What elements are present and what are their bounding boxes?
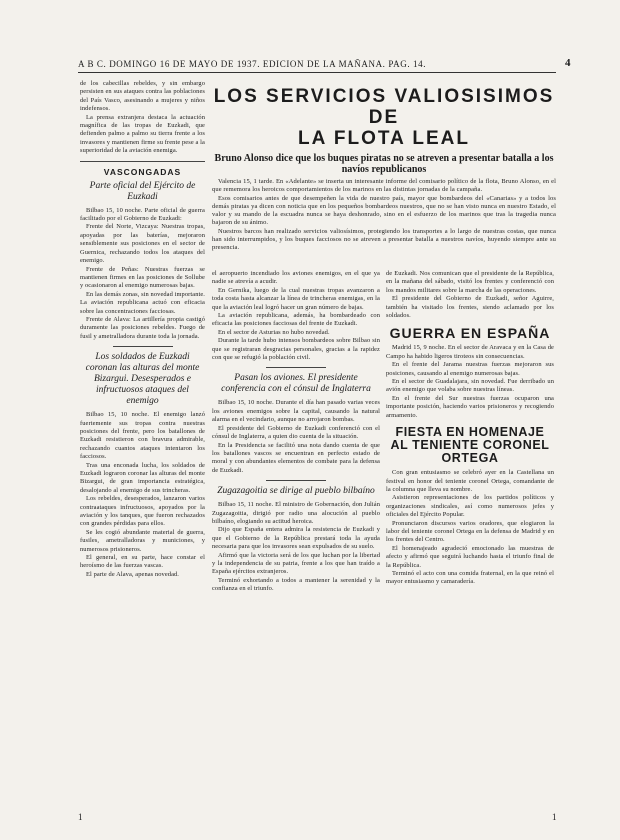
article-para: Terminó exhortando a todos a mantener la serenidad y la confianza en el triunfo.	[212, 576, 380, 593]
article-para: En las demás zonas, sin novedad importante. La aviación republicana actuó con eficacia sobre las concentraciones facciosas.	[80, 290, 205, 315]
article-title-parte-oficial: Parte oficial del Ejército de Euzkadi	[89, 180, 196, 202]
article-para: Frente del Norte, Vizcaya: Nuestras tropas, apoyadas por las baterías, mejoraron sensiblemente sus posiciones en el sector de Guernica, rechazando todos los ataques del enemigo.	[80, 223, 205, 265]
article-para: Bilbao 15, 10 noche. El enemigo lanzó fuertemente sus tropas contra nuestras posiciones del frente, pero los batallones de Euzkadi resistieron con bravura admirable, rechazando cuantos ataques intentaron los facciosos.	[80, 411, 205, 461]
main-headline-line-2: LA FLOTA LEAL	[298, 128, 470, 149]
article-title-aviones: Pasan los aviones. El presidente conferencia con el cónsul de Inglaterra	[221, 373, 371, 395]
article-para: Pronunciaron discursos varios oradores, que elogiaron la labor del teniente coronel Ortega en la defensa de Madrid y en los frentes del Centro.	[386, 519, 554, 544]
bottom-mark-left: 1	[78, 812, 83, 822]
article-rule	[266, 480, 326, 481]
article-para: El presidente del Gobierno de Euzkadi conferenció con el cónsul de Inglaterra, a quien dio cuenta de la situación.	[212, 424, 380, 441]
section-head-vascongadas: VASCONGADAS	[103, 166, 182, 177]
article-title-bizargui: Los soldados de Euzkadi coronan las alturas del monte Bizargui. Desesperados e infructuosos ataques del enemigo	[85, 352, 200, 407]
lead-para: Valencia 15, 1 tarde. En «Adelante» se inserta un interesante informe del comisario político de la flota, Bruno Alonso, en el que rememora los heroicos comportamientos de los marinos en las distintas jornadas de la campaña.	[212, 178, 556, 194]
article-title-zugazagoitia: Zugazagoitia se dirige al pueblo bilbaíno	[217, 486, 375, 497]
lead-article	[212, 80, 556, 253]
article-para: Tras una enconada lucha, los soldados de Euzkadi lograron coronar las alturas del monte Bizargui, de gran importancia estratégica, desalojando al enemigo de sus trincheras.	[80, 461, 205, 494]
article-para: Bilbao 15, 10 noche. Parte oficial de guerra facilitado por el Gobierno de Euzkadi:	[80, 206, 205, 223]
middle-intro: el aeropuerto incendiado los aviones enemigos, en el que ya nadie se atrevía a acudir.	[212, 270, 380, 286]
section-head-fiesta: FIESTA EN HOMENAJE AL TENIENTE CORONEL ORTEGA	[390, 425, 550, 466]
article-rule	[113, 346, 173, 347]
article-para: Frente de Peñas: Nuestras fuerzas se mantienen firmes en las posiciones de Sollube y ocasionaron al enemigo numerosas bajas.	[80, 265, 205, 290]
article-para: Afirmó que la victoria será de los que luchan por la libertad y la independencia de su patria, frente a los que han traído a España ejércitos extranjeros.	[212, 551, 380, 576]
right-column	[386, 270, 554, 587]
section-rule	[80, 161, 205, 162]
left-intro-2: La prensa extranjera destaca la actuación magnífica de las tropas de Euzkadi, que defienden palmo a palmo su tierra frente a los invasores y mantienen firme su frente pese a la superioridad de la aviación enemiga.	[80, 113, 205, 155]
bottom-mark-right: 1	[552, 812, 557, 822]
section-head-guerra: GUERRA EN ESPAÑA	[389, 325, 551, 342]
running-head: A B C. DOMINGO 16 DE MAYO DE 1937. EDICION DE LA MAÑANA. PAG. 14.	[78, 59, 427, 69]
lead-para: Nuestros barcos han realizado servicios valiosísimos, protegiendo los transportes a lo largo de nuestras costas, que nunca han sido interrumpidos, y los buques facciosos no se atreven a presentar batalla a nuestros navíos, huyendo siempre ante su presencia.	[212, 227, 556, 252]
article-para: En el frente del Sur nuestras fuerzas ocuparon una importante posición, haciendo varios prisioneros y recogiendo armamento.	[386, 394, 554, 419]
folio-number: 4	[565, 57, 571, 69]
article-para: Bilbao 15, 10 noche. Durante el día han pasado varias veces los aviones enemigos sobre la capital, causando la natural alarma en el vecindario, aunque no arrojaron bombas.	[212, 399, 380, 424]
article-para: Los rebeldes, desesperados, lanzaron varios contraataques infructuosos, apoyados por la aviación y los tanques, que fueron rechazados con grandes pérdidas para ellos.	[80, 495, 205, 528]
left-column	[80, 80, 205, 579]
article-para: El parte de Alava, apenas novedad.	[86, 570, 180, 578]
article-para: En el frente del Jarama nuestras fuerzas mejoraron sus posiciones, causando al enemigo numerosas bajas.	[386, 361, 554, 377]
left-intro-1: de los cabecillas rebeldes, y sin embargo persisten en sus ataques contra las poblaciones del País Vasco, asesinando a mujeres y niños indefensos.	[80, 80, 205, 113]
right-intro: El presidente del Gobierno de Euzkadi, señor Aguirre, también ha visitado los frentes, siendo aclamado por los soldados.	[386, 295, 554, 320]
middle-intro: La aviación republicana, además, ha bombardeado con eficacia las posiciones facciosas del frente de Euzkadi.	[212, 312, 380, 328]
article-para: En la Presidencia se facilitó una nota dando cuenta de que los batallones vascos se encuentran en perfecto estado de moral y con abundantes elementos de combate para la defensa de Euzkadi.	[212, 441, 380, 474]
article-rule	[266, 367, 326, 368]
main-headline	[212, 86, 556, 149]
article-para: El homenajeado agradeció emocionado las muestras de afecto y afirmó que seguirá luchando hasta el triunfo final de la República.	[386, 544, 554, 569]
article-para: Madrid 15, 9 noche. En el sector de Aravaca y en la Casa de Campo ha habido ligeros tiroteos sin consecuencias.	[386, 344, 554, 360]
article-para: Se les cogió abundante material de guerra, fusiles, ametralladoras y municiones, y numerosos prisioneros.	[80, 528, 205, 553]
lead-subheadline: Bruno Alonso dice que los buques piratas no se atreven a presentar batalla a los navíos republicanos	[214, 153, 554, 175]
middle-intro: Durante la tarde hubo intensos bombardeos sobre Bilbao sin que se registraran desgracias personales, gracias a la rapidez con que se refugió la población civil.	[212, 337, 380, 362]
middle-intro: En el sector de Asturias no hubo novedad.	[218, 328, 330, 336]
right-intro: de Euzkadi. Nos comunican que el presidente de la República, en la mañana del sábado, visitó los frentes y conferenció con los mandos militares sobre la marcha de las operaciones.	[386, 270, 554, 294]
top-rule	[78, 72, 556, 73]
article-para: Con gran entusiasmo se celebró ayer en la Castellana un festival en honor del teniente coronel Ortega, comandante de la columna que lleva su nombre.	[386, 469, 554, 493]
article-para: Dijo que España entera admira la resistencia de Euzkadi y que el Gobierno de la República prestará toda la ayuda necesaria para que los invasores sean expulsados de su suelo.	[212, 526, 380, 551]
middle-column	[212, 270, 380, 594]
article-para: Asistieron representaciones de los partidos políticos y organizaciones sindicales, así como numerosos jefes y oficiales del Ejército Popular.	[386, 494, 554, 519]
main-headline-line-1: LOS SERVICIOS VALIOSISIMOS DE	[213, 86, 555, 128]
middle-intro: En Gernika, luego de la cual nuestras tropas avanzaron a toda costa hasta alcanzar la línea de trincheras enemigas, en la que la aviación leal logró hacer un gran número de bajas.	[212, 286, 380, 311]
lead-para: Esos comisarios antes de que desempeñen la vida de nuestro país, mayor que bombardeos del «Canarias» y a todos los demás piratas ya dicen con noticia que en los pequeños bombardeos nuestros, que no se han visto nunca en nuestro Estado, el valor y su mando de la escuadra nunca se haya deshonrado, sino en el esfuerzo de los marinos que tras la tragedia nunca bajaron de su ánimo.	[212, 194, 556, 227]
article-para: Bilbao 15, 11 noche. El ministro de Gobernación, don Julián Zugazagoitia, dirigió por radio una alocución al pueblo bilbaíno, elogiando su actitud heroica.	[212, 501, 380, 525]
article-para: Terminó el acto con una comida fraternal, en la que reinó el mayor entusiasmo y camaradería.	[386, 569, 554, 586]
article-para: En el sector de Guadalajara, sin novedad. Fue derribado un avión enemigo que volaba sobre nuestras líneas.	[386, 378, 554, 394]
article-para: Frente de Alava: La artillería propia castigó duramente las posiciones rebeldes. Fuego de fusil y ametralladora durante toda la jornada.	[80, 315, 205, 340]
article-para: El general, en su parte, hace constar el heroísmo de las fuerzas vascas.	[80, 554, 205, 570]
